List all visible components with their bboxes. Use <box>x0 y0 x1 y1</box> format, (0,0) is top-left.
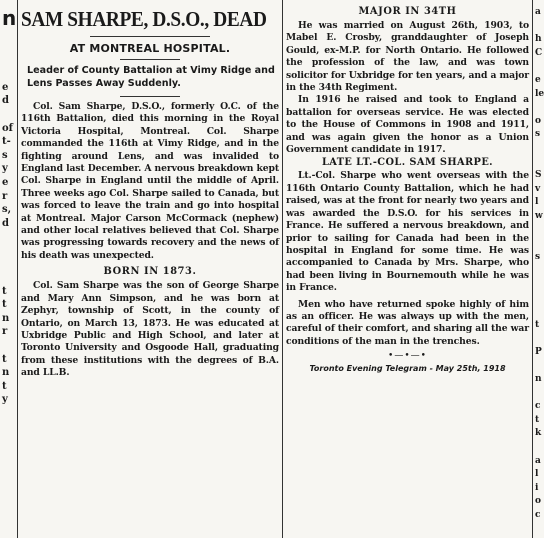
paragraph-4: In 1916 he raised and took to England a battalion for overseas service. He was elected to the House of Commons in 1908 and 1911, and was again given the honor as a Union Government candidate in 1917. <box>286 94 529 156</box>
paragraph-5: Lt.-Col. Sharpe who went overseas with the 116th Ontario County Battalion, which he had raised, was at the front for nearly two years and was awarded the D.S.O. for his services in France. He suffered a nervous breakdown, and prior to sailing for Canada had been in the hospital in England for some time. He was accompanied to Canada by Mrs. Sharpe, who had been living in Bournemouth while he was in France. <box>286 170 529 294</box>
subheadline: AT MONTREAL HOSPITAL. <box>69 42 231 55</box>
column-rule-middle <box>282 0 283 538</box>
article-column-right <box>286 0 529 538</box>
paragraph-1: Col. Sam Sharpe, D.S.O., formerly O.C. of the 116th Battalion, died this morning in the Royal Victoria Hospital, Montreal. Col. Sharpe commanded the 116th at Vimy Ridge, and in the fighting around Lens, and was invalided to England last December. A nervous breakdown kept Col. Sharpe in England until the middle of April. Three weeks ago Col. Sharpe sailed to Canada, but was forced to leave the train and go into hospital at Montreal. Major Carson McCormack (nephew) and other local relatives believed that Col. Sharpe was progressing towards recovery and the news of his death was unexpected. <box>21 101 279 261</box>
subhead-born: BORN IN 1873. <box>103 266 197 278</box>
paragraph-6: Men who have returned spoke highly of him as an officer. He was always up with the men, careful of their comfort, and sharing all the war conditions of the man in the trenches. <box>286 298 529 347</box>
headline-divider <box>90 36 210 37</box>
end-ornament: •—•—• <box>388 351 427 362</box>
right-cropped-column: a h C e le o s S v l w s t P n c t k a l i o c <box>535 7 544 520</box>
cropped-headline-fragment: n <box>2 6 17 30</box>
column-rule-left <box>17 0 18 538</box>
paragraph-2: Col. Sam Sharpe was the son of George Sharpe and Mary Ann Simpson, and he was born at Zephyr, township of Scott, in the county of Ontario, on March 13, 1873. He was educated at Uxbridge Public and High School, and later at Toronto University and Osgoode Hall, graduating from these institutions with the degrees of B.A. and LL.B. <box>21 280 279 379</box>
headline: SAM SHARPE, D.S.O., DEAD <box>21 7 267 31</box>
deck: Leader of County Battalion at Vimy Ridge and Lens Passes Away Suddenly. <box>27 65 275 89</box>
left-cropped-column: n e d of t- s y e r s, d t t n r t n t y <box>2 6 17 406</box>
subhead-late: LATE LT.-COL. SAM SHARPE. <box>321 157 493 169</box>
paragraph-3: He was married on August 26th, 1903, to Mabel E. Crosby, granddaughter of Joseph Gould, ex-M.P. for North Ontario. He followed the profession of the law, and was town solicitor for Uxbridge for ten years, and a major in the 34th Regiment. <box>286 20 529 94</box>
subheadline-divider <box>120 59 180 60</box>
column-rule-right <box>532 0 533 538</box>
subhead-major: MAJOR IN 34TH <box>358 6 457 17</box>
article-column-left <box>21 0 279 538</box>
source-credit: Toronto Evening Telegram - May 25th, 1918 <box>309 364 506 374</box>
deck-divider <box>120 96 180 97</box>
